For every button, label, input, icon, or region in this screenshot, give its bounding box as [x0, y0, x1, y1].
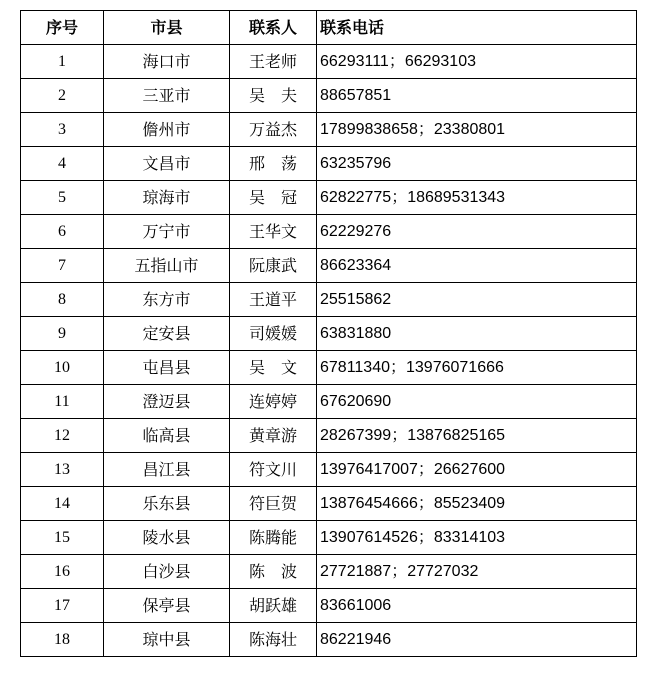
row-contact: 万益杰	[230, 113, 317, 147]
row-phone: 83661006	[317, 589, 637, 623]
row-contact: 吴 冠	[230, 181, 317, 215]
row-contact: 吴 夫	[230, 79, 317, 113]
table-row	[21, 419, 637, 453]
row-index: 17	[21, 589, 104, 623]
row-index: 1	[21, 45, 104, 79]
table-row	[21, 181, 637, 215]
row-index: 15	[21, 521, 104, 555]
table-row	[21, 351, 637, 385]
row-index: 2	[21, 79, 104, 113]
row-phone: 62822775；18689531343	[317, 181, 637, 215]
row-index: 14	[21, 487, 104, 521]
row-phone: 63235796	[317, 147, 637, 181]
row-phone: 17899838658；23380801	[317, 113, 637, 147]
row-contact: 连婷婷	[230, 385, 317, 419]
row-index: 8	[21, 283, 104, 317]
table-row	[21, 147, 637, 181]
header-contact: 联系人	[230, 11, 317, 45]
row-contact: 王道平	[230, 283, 317, 317]
table-row	[21, 521, 637, 555]
table-row	[21, 487, 637, 521]
table-row	[21, 249, 637, 283]
row-index: 18	[21, 623, 104, 657]
table-row	[21, 453, 637, 487]
table-body	[21, 45, 637, 657]
row-city: 儋州市	[104, 113, 230, 147]
row-contact: 王老师	[230, 45, 317, 79]
row-index: 5	[21, 181, 104, 215]
table-row	[21, 215, 637, 249]
row-index: 4	[21, 147, 104, 181]
row-city: 临高县	[104, 419, 230, 453]
row-phone: 66293111；66293103	[317, 45, 637, 79]
row-phone: 28267399；13876825165	[317, 419, 637, 453]
row-city: 澄迈县	[104, 385, 230, 419]
row-phone: 63831880	[317, 317, 637, 351]
row-city: 琼海市	[104, 181, 230, 215]
row-city: 乐东县	[104, 487, 230, 521]
row-phone: 27721887；27727032	[317, 555, 637, 589]
row-index: 10	[21, 351, 104, 385]
table-row	[21, 113, 637, 147]
row-contact: 阮康武	[230, 249, 317, 283]
table-row	[21, 555, 637, 589]
row-city: 保亭县	[104, 589, 230, 623]
row-phone: 13876454666；85523409	[317, 487, 637, 521]
row-city: 定安县	[104, 317, 230, 351]
row-contact: 符巨贺	[230, 487, 317, 521]
row-city: 白沙县	[104, 555, 230, 589]
row-phone: 13976417007；26627600	[317, 453, 637, 487]
row-phone: 13907614526；83314103	[317, 521, 637, 555]
row-contact: 陈海壮	[230, 623, 317, 657]
header-row	[21, 11, 637, 45]
header-index: 序号	[21, 11, 104, 45]
row-contact: 王华文	[230, 215, 317, 249]
table-row	[21, 623, 637, 657]
row-index: 11	[21, 385, 104, 419]
table-row	[21, 385, 637, 419]
row-contact: 符文川	[230, 453, 317, 487]
header-phone: 联系电话	[317, 11, 637, 45]
row-index: 3	[21, 113, 104, 147]
row-phone: 62229276	[317, 215, 637, 249]
row-contact: 吴 文	[230, 351, 317, 385]
row-contact: 陈腾能	[230, 521, 317, 555]
row-index: 6	[21, 215, 104, 249]
row-city: 三亚市	[104, 79, 230, 113]
row-phone: 86221946	[317, 623, 637, 657]
row-city: 文昌市	[104, 147, 230, 181]
contacts-table	[20, 10, 637, 657]
row-phone: 67620690	[317, 385, 637, 419]
header-city: 市县	[104, 11, 230, 45]
row-contact: 司媛媛	[230, 317, 317, 351]
row-phone: 88657851	[317, 79, 637, 113]
row-index: 12	[21, 419, 104, 453]
row-index: 13	[21, 453, 104, 487]
row-city: 屯昌县	[104, 351, 230, 385]
row-contact: 黄章游	[230, 419, 317, 453]
row-contact: 陈 波	[230, 555, 317, 589]
row-contact: 邢 荡	[230, 147, 317, 181]
table-row	[21, 45, 637, 79]
row-phone: 86623364	[317, 249, 637, 283]
row-city: 万宁市	[104, 215, 230, 249]
row-phone: 25515862	[317, 283, 637, 317]
row-city: 五指山市	[104, 249, 230, 283]
row-index: 16	[21, 555, 104, 589]
row-city: 陵水县	[104, 521, 230, 555]
table-row	[21, 317, 637, 351]
table-row	[21, 589, 637, 623]
row-index: 7	[21, 249, 104, 283]
row-contact: 胡跃雄	[230, 589, 317, 623]
row-index: 9	[21, 317, 104, 351]
table-row	[21, 283, 637, 317]
row-city: 昌江县	[104, 453, 230, 487]
row-phone: 67811340；13976071666	[317, 351, 637, 385]
table-row	[21, 79, 637, 113]
row-city: 海口市	[104, 45, 230, 79]
row-city: 琼中县	[104, 623, 230, 657]
row-city: 东方市	[104, 283, 230, 317]
